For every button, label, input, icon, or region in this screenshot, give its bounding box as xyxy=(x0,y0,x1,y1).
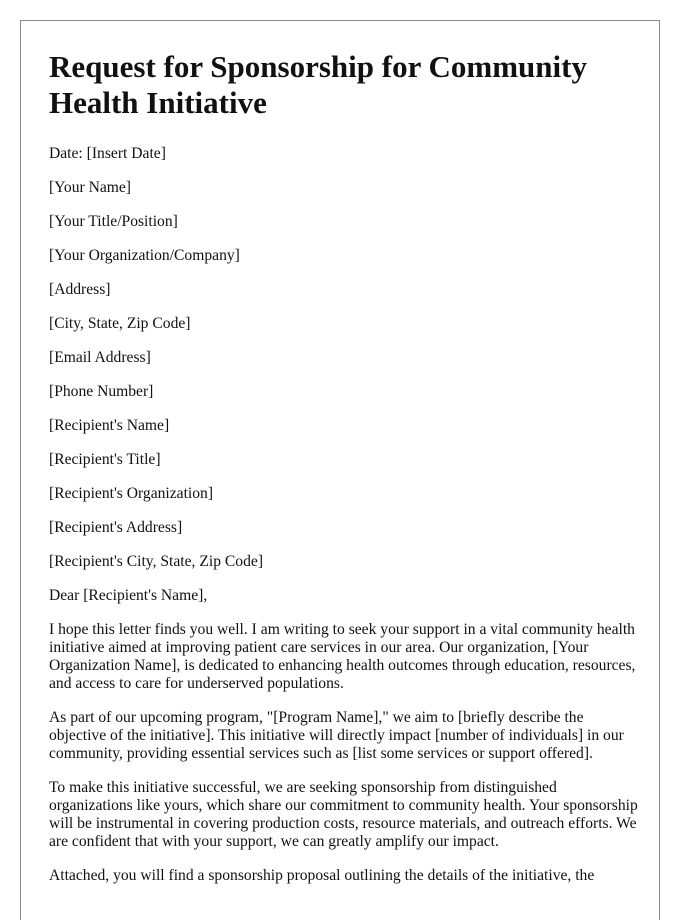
sender-name: [Your Name] xyxy=(49,179,132,196)
salutation: Dear [Recipient's Name], xyxy=(49,587,208,604)
sender-organization: [Your Organization/Company] xyxy=(49,247,240,264)
recipient-name: [Recipient's Name] xyxy=(49,417,170,434)
body-paragraph-intro: I hope this letter finds you well. I am writing to seek your support in a vital community health initiative aimed at improving patient care services in our area. Our organization, [Your Organization Name], is dedicated to enhancing health outcomes through education, resources, and access to care for underserved populations. xyxy=(49,621,636,692)
sender-email: [Email Address] xyxy=(49,349,151,366)
sender-phone: [Phone Number] xyxy=(49,383,154,400)
recipient-address: [Recipient's Address] xyxy=(49,519,183,536)
recipient-organization: [Recipient's Organization] xyxy=(49,485,214,502)
date-line: Date: [Insert Date] xyxy=(49,145,166,162)
letter-content xyxy=(49,49,641,901)
body-paragraph-sponsorship: To make this initiative successful, we are seeking sponsorship from distinguished organizations like yours, which share our commitment to community health. Your sponsorship will be instrumental in covering production costs, resource materials, and outreach efforts. We are confident that with your support, we can greatly amplify our impact. xyxy=(49,779,638,850)
letter-page xyxy=(20,20,660,920)
body-paragraph-attachment: Attached, you will find a sponsorship proposal outlining the details of the initiative, the xyxy=(49,867,595,884)
recipient-title: [Recipient's Title] xyxy=(49,451,161,468)
sender-address: [Address] xyxy=(49,281,111,298)
sender-title: [Your Title/Position] xyxy=(49,213,178,230)
body-paragraph-program: As part of our upcoming program, "[Program Name]," we aim to [briefly describe the objective of the initiative]. This initiative will directly impact [number of individuals] in our community, providing essential services such as [list some services or support offered]. xyxy=(49,709,624,762)
letter-title: Request for Sponsorship for Community Health Initiative xyxy=(49,49,587,120)
recipient-city-state-zip: [Recipient's City, State, Zip Code] xyxy=(49,553,264,570)
sender-city-state-zip: [City, State, Zip Code] xyxy=(49,315,191,332)
